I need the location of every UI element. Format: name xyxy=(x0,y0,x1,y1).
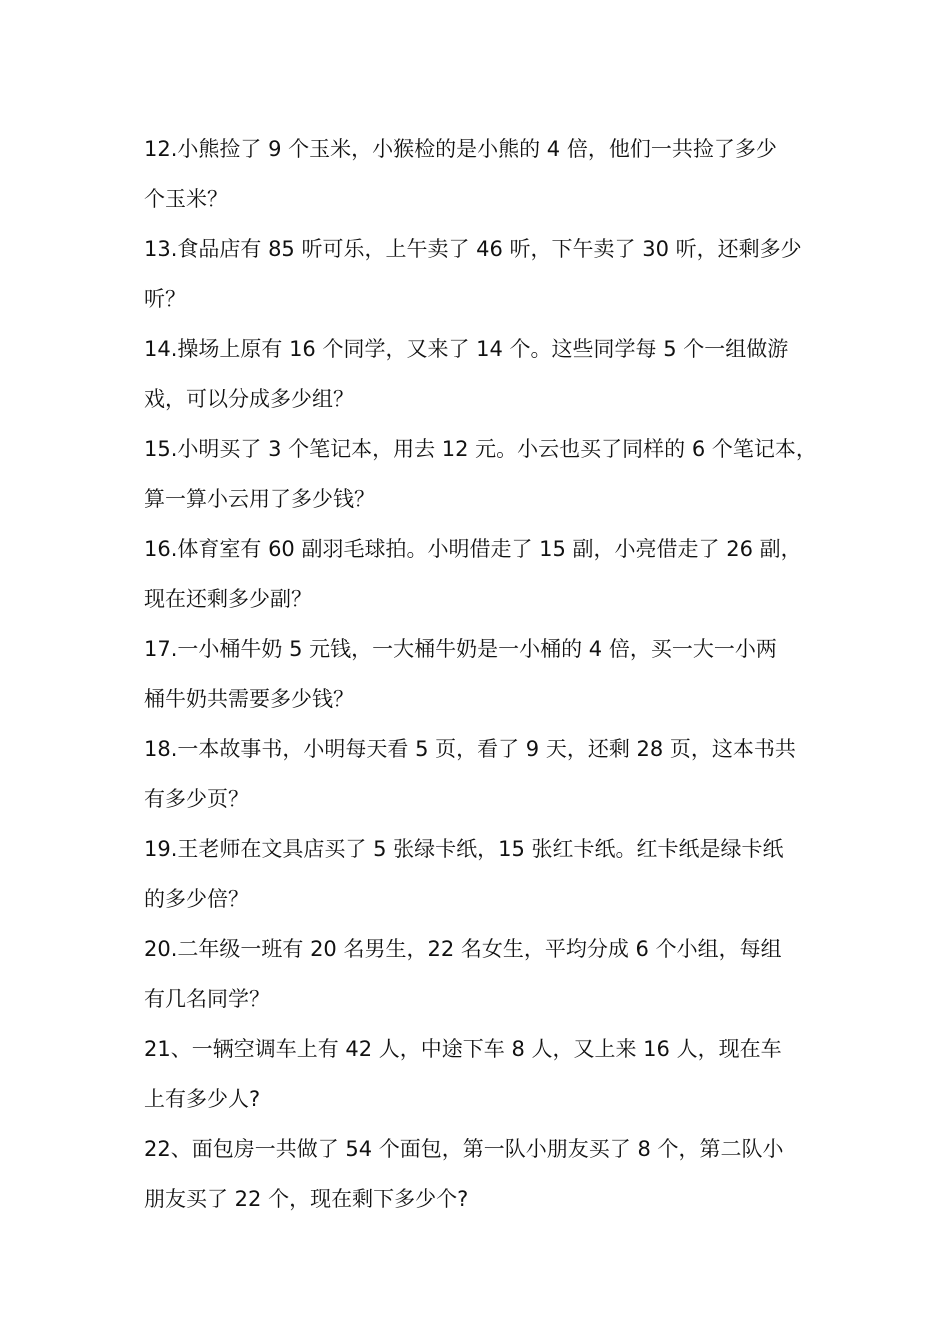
problem-13-line-1: 13.食品店有 85 听可乐，上午卖了 46 听，下午卖了 30 听，还剩多少 xyxy=(144,237,802,261)
problem-18-line-2: 有多少页？ xyxy=(144,787,249,811)
problem-14-line-1: 14.操场上原有 16 个同学，又来了 14 个。这些同学每 5 个一组做游 xyxy=(144,337,789,361)
problem-14-line-2: 戏，可以分成多少组？ xyxy=(144,387,354,411)
problem-15 xyxy=(144,424,824,524)
problem-22 xyxy=(144,1124,824,1224)
problem-17-line-2: 桶牛奶共需要多少钱？ xyxy=(144,687,354,711)
problem-19-line-1: 19.王老师在文具店买了 5 张绿卡纸，15 张红卡纸。红卡纸是绿卡纸 xyxy=(144,837,784,861)
problem-13-line-2: 听？ xyxy=(144,287,186,311)
problem-19 xyxy=(144,824,824,924)
problem-19-line-2: 的多少倍？ xyxy=(144,887,249,911)
problem-17-line-1: 17.一小桶牛奶 5 元钱，一大桶牛奶是一小桶的 4 倍，买一大一小两 xyxy=(144,637,777,661)
problem-12-line-2: 个玉米？ xyxy=(144,187,228,211)
problem-17 xyxy=(144,624,824,724)
problem-18 xyxy=(144,724,824,824)
problem-12-line-1: 12.小熊捡了 9 个玉米，小猴检的是小熊的 4 倍，他们一共捡了多少 xyxy=(144,137,777,161)
problem-13 xyxy=(144,224,824,324)
problem-12 xyxy=(144,124,824,224)
problem-15-line-2: 算一算小云用了多少钱？ xyxy=(144,487,375,511)
problem-20 xyxy=(144,924,824,1024)
problem-16-line-1: 16.体育室有 60 副羽毛球拍。小明借走了 15 副，小亮借走了 26 副， xyxy=(144,537,802,561)
problem-21-line-2: 上有多少人? xyxy=(144,1087,261,1111)
problem-22-line-1: 22、面包房一共做了 54 个面包，第一队小朋友买了 8 个，第二队小 xyxy=(144,1137,784,1161)
problem-15-line-1: 15.小明买了 3 个笔记本，用去 12 元。小云也买了同样的 6 个笔记本， xyxy=(144,437,817,461)
problem-16-line-2: 现在还剩多少副？ xyxy=(144,587,312,611)
problem-21-line-1: 21、一辆空调车上有 42 人，中途下车 8 人，又上来 16 人，现在车 xyxy=(144,1037,782,1061)
problem-14 xyxy=(144,324,824,424)
problem-20-line-1: 20.二年级一班有 20 名男生，22 名女生，平均分成 6 个小组，每组 xyxy=(144,937,782,961)
problem-list xyxy=(144,124,824,1224)
problem-16 xyxy=(144,524,824,624)
problem-22-line-2: 朋友买了 22 个，现在剩下多少个? xyxy=(144,1187,469,1211)
problem-21 xyxy=(144,1024,824,1124)
problem-20-line-2: 有几名同学？ xyxy=(144,987,270,1011)
problem-18-line-1: 18.一本故事书，小明每天看 5 页，看了 9 天，还剩 28 页，这本书共 xyxy=(144,737,796,761)
